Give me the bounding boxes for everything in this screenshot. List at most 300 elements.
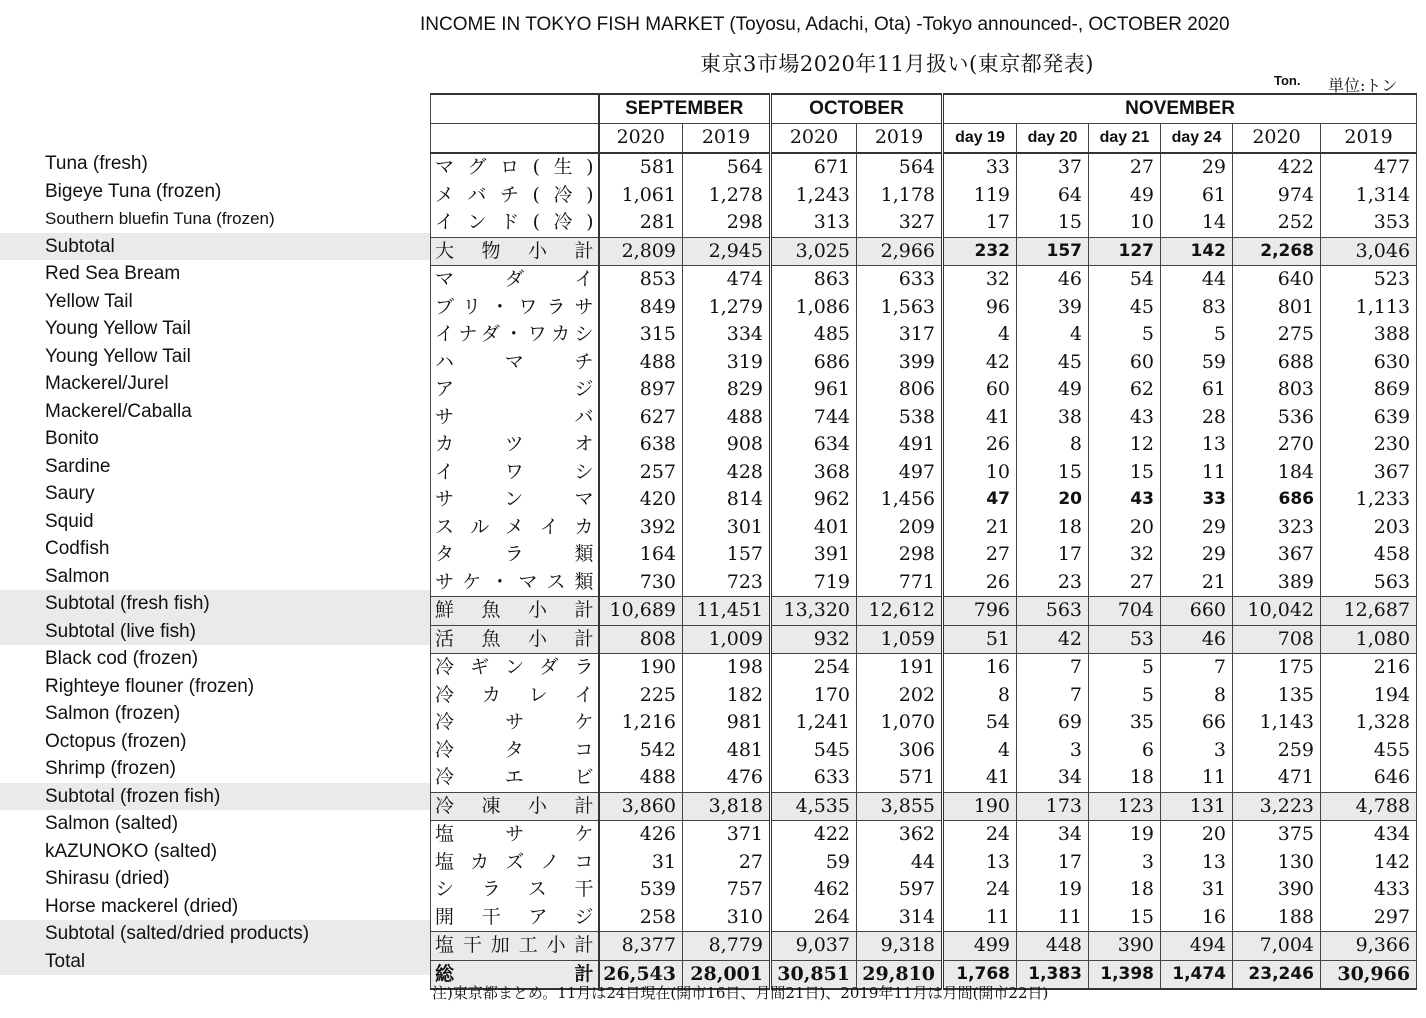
table-cell: 334 — [683, 321, 771, 349]
table-cell: 188 — [1233, 904, 1321, 932]
table-cell: 388 — [1321, 321, 1417, 349]
table-cell: 401 — [771, 514, 857, 542]
table-row — [431, 849, 1417, 877]
table-cell: 45 — [1089, 294, 1161, 322]
table-cell: 13 — [1161, 431, 1233, 459]
table-cell: 24 — [943, 821, 1017, 849]
table-cell: 31 — [599, 849, 683, 877]
table-cell: 908 — [683, 431, 771, 459]
table-cell: 24 — [943, 876, 1017, 904]
table-cell: 54 — [1089, 266, 1161, 294]
table-cell: 627 — [599, 404, 683, 432]
table-cell: 538 — [857, 404, 943, 432]
table-cell: 362 — [857, 821, 943, 849]
table-cell: 7 — [1017, 654, 1089, 682]
table-cell: 448 — [1017, 932, 1089, 961]
table-cell: 863 — [771, 266, 857, 294]
table-cell: 59 — [1161, 349, 1233, 377]
table-cell: 51 — [943, 625, 1017, 654]
table-cell: 20 — [1161, 821, 1233, 849]
table-cell: 4,788 — [1321, 792, 1417, 821]
table-cell: 41 — [943, 404, 1017, 432]
table-cell: 1,768 — [943, 960, 1017, 989]
row-label-english: kAZUNOKO (salted) — [45, 840, 218, 862]
table-cell: 203 — [1321, 514, 1417, 542]
table-cell: 10 — [943, 459, 1017, 487]
table-cell: 477 — [1321, 153, 1417, 182]
table-cell: 127 — [1089, 237, 1161, 266]
table-cell: 829 — [683, 376, 771, 404]
table-cell: 264 — [771, 904, 857, 932]
table-cell: 1,383 — [1017, 960, 1089, 989]
table-cell: 353 — [1321, 209, 1417, 237]
col-header: day 19 — [943, 124, 1017, 154]
row-label-japanese: イワシ — [431, 459, 599, 487]
table-cell: 18 — [1017, 514, 1089, 542]
table-row — [431, 821, 1417, 849]
table-cell: 317 — [857, 321, 943, 349]
header-september: SEPTEMBER — [599, 94, 771, 124]
table-cell: 37 — [1017, 153, 1089, 182]
table-cell: 26 — [943, 431, 1017, 459]
table-row — [431, 459, 1417, 487]
table-cell: 391 — [771, 541, 857, 569]
table-cell: 17 — [1017, 849, 1089, 877]
table-cell: 11 — [1161, 764, 1233, 792]
table-cell: 974 — [1233, 182, 1321, 210]
fish-market-table — [430, 93, 1417, 990]
table-cell: 28 — [1161, 404, 1233, 432]
col-header: 2020 — [599, 124, 683, 154]
row-label-english: Tuna (fresh) — [45, 153, 148, 174]
row-label-english: Righteye flouner (frozen) — [45, 675, 255, 697]
table-cell: 42 — [1017, 625, 1089, 654]
row-label-japanese: 開干アジ — [431, 904, 599, 932]
table-cell: 164 — [599, 541, 683, 569]
row-label-english: Salmon (salted) — [45, 813, 179, 834]
table-cell: 686 — [771, 349, 857, 377]
table-cell: 523 — [1321, 266, 1417, 294]
col-header: day 21 — [1089, 124, 1161, 154]
table-cell: 806 — [857, 376, 943, 404]
table-cell: 428 — [683, 459, 771, 487]
table-cell: 545 — [771, 737, 857, 765]
page-title-english: INCOME IN TOKYO FISH MARKET (Toyosu, Adachi, Ota) -Tokyo announced-, OCTOBER 2020 — [420, 14, 1230, 35]
table-cell: 175 — [1233, 654, 1321, 682]
table-cell: 1,216 — [599, 709, 683, 737]
table-cell: 13 — [1161, 849, 1233, 877]
table-cell: 123 — [1089, 792, 1161, 821]
table-cell: 170 — [771, 682, 857, 710]
table-cell: 10,042 — [1233, 597, 1321, 626]
table-cell: 4 — [1017, 321, 1089, 349]
table-cell: 142 — [1161, 237, 1233, 266]
col-header: 2020 — [771, 124, 857, 154]
table-row — [431, 376, 1417, 404]
table-cell: 21 — [1161, 569, 1233, 597]
table-cell: 315 — [599, 321, 683, 349]
table-cell: 571 — [857, 764, 943, 792]
table-cell: 808 — [599, 625, 683, 654]
table-row — [431, 153, 1417, 182]
table-cell: 298 — [857, 541, 943, 569]
table-cell: 1,243 — [771, 182, 857, 210]
unit-label-english: Ton. — [1274, 73, 1301, 88]
table-cell: 801 — [1233, 294, 1321, 322]
table-cell: 719 — [771, 569, 857, 597]
table-cell: 232 — [943, 237, 1017, 266]
table-row — [431, 737, 1417, 765]
table-row — [431, 764, 1417, 792]
table-cell: 27 — [1089, 153, 1161, 182]
table-cell: 1,143 — [1233, 709, 1321, 737]
table-cell: 4,535 — [771, 792, 857, 821]
table-cell: 1,279 — [683, 294, 771, 322]
table-cell: 135 — [1233, 682, 1321, 710]
table-cell: 6 — [1089, 737, 1161, 765]
table-cell: 4 — [943, 737, 1017, 765]
table-cell: 49 — [1089, 182, 1161, 210]
table-cell: 491 — [857, 431, 943, 459]
row-label-japanese: 塩サケ — [431, 821, 599, 849]
col-header: day 24 — [1161, 124, 1233, 154]
table-cell: 61 — [1161, 376, 1233, 404]
table-cell: 18 — [1089, 764, 1161, 792]
table-cell: 962 — [771, 486, 857, 514]
table-cell: 41 — [943, 764, 1017, 792]
col-header: 2019 — [857, 124, 943, 154]
header-november: NOVEMBER — [943, 94, 1417, 124]
table-cell: 252 — [1233, 209, 1321, 237]
table-cell: 20 — [1017, 486, 1089, 514]
table-row — [431, 182, 1417, 210]
row-label-japanese: 大物小計 — [431, 237, 599, 266]
table-cell: 190 — [943, 792, 1017, 821]
row-label-english: Subtotal (live fish) — [0, 618, 430, 646]
row-label-japanese: アジ — [431, 376, 599, 404]
row-label-japanese: メバチ(冷) — [431, 182, 599, 210]
table-cell: 27 — [943, 541, 1017, 569]
row-label-japanese: タラ類 — [431, 541, 599, 569]
table-cell: 31 — [1161, 876, 1233, 904]
table-cell: 757 — [683, 876, 771, 904]
table-cell: 434 — [1321, 821, 1417, 849]
table-cell: 2,809 — [599, 237, 683, 266]
row-label-japanese: 塩干加工小計 — [431, 932, 599, 961]
table-cell: 471 — [1233, 764, 1321, 792]
table-row — [431, 569, 1417, 597]
table-cell: 494 — [1161, 932, 1233, 961]
table-cell: 476 — [683, 764, 771, 792]
table-cell: 33 — [943, 153, 1017, 182]
table-cell: 481 — [683, 737, 771, 765]
table-cell: 18 — [1089, 876, 1161, 904]
table-cell: 23 — [1017, 569, 1089, 597]
table-cell: 2,966 — [857, 237, 943, 266]
row-label-english: Black cod (frozen) — [45, 648, 199, 669]
row-label-english: Salmon — [45, 565, 110, 587]
row-label-japanese: サケ・マス類 — [431, 569, 599, 597]
table-cell: 5 — [1089, 321, 1161, 349]
table-cell: 3,860 — [599, 792, 683, 821]
table-cell: 639 — [1321, 404, 1417, 432]
table-cell: 771 — [857, 569, 943, 597]
row-label-japanese: マダイ — [431, 266, 599, 294]
table-cell: 47 — [943, 486, 1017, 514]
table-cell: 130 — [1233, 849, 1321, 877]
row-label-english: Yellow Tail — [45, 290, 133, 312]
header-row-columns — [431, 124, 1417, 154]
row-label-japanese: 塩カズノコ — [431, 849, 599, 877]
table-cell: 45 — [1017, 349, 1089, 377]
table-cell: 869 — [1321, 376, 1417, 404]
row-label-english: Bigeye Tuna (frozen) — [45, 180, 222, 202]
table-cell: 932 — [771, 625, 857, 654]
table-cell: 184 — [1233, 459, 1321, 487]
row-label-japanese: 冷凍小計 — [431, 792, 599, 821]
table-row — [431, 541, 1417, 569]
table-cell: 5 — [1089, 654, 1161, 682]
table-row — [431, 876, 1417, 904]
table-cell: 3 — [1017, 737, 1089, 765]
row-label-japanese: 総計 — [431, 960, 599, 989]
table-cell: 29,810 — [857, 960, 943, 989]
table-cell: 796 — [943, 597, 1017, 626]
table-cell: 981 — [683, 709, 771, 737]
table-cell: 10,689 — [599, 597, 683, 626]
table-cell: 35 — [1089, 709, 1161, 737]
table-cell: 8 — [1017, 431, 1089, 459]
table-cell: 13,320 — [771, 597, 857, 626]
table-cell: 392 — [599, 514, 683, 542]
row-label-english: Young Yellow Tail — [45, 345, 191, 367]
table-cell: 744 — [771, 404, 857, 432]
row-label-japanese: ブリ・ワラサ — [431, 294, 599, 322]
table-row — [431, 486, 1417, 514]
table-cell: 46 — [1017, 266, 1089, 294]
table-cell: 27 — [683, 849, 771, 877]
row-label-japanese: インド(冷) — [431, 209, 599, 237]
table-cell: 499 — [943, 932, 1017, 961]
table-cell: 11 — [1017, 904, 1089, 932]
table-cell: 14 — [1161, 209, 1233, 237]
table-cell: 23,246 — [1233, 960, 1321, 989]
table-cell: 1,456 — [857, 486, 943, 514]
table-cell: 3,025 — [771, 237, 857, 266]
footnote: 注)東京都まとめ。11月は24日現在(開市16日、月間21日)、2019年11月は月間(開市22日) — [432, 984, 1049, 1002]
table-cell: 17 — [943, 209, 1017, 237]
table-cell: 194 — [1321, 682, 1417, 710]
col-header: 2019 — [1321, 124, 1417, 154]
table-cell: 1,474 — [1161, 960, 1233, 989]
row-label-japanese: マグロ(生) — [431, 153, 599, 182]
table-cell: 62 — [1089, 376, 1161, 404]
table-cell: 29 — [1161, 541, 1233, 569]
table-cell: 257 — [599, 459, 683, 487]
table-cell: 173 — [1017, 792, 1089, 821]
table-cell: 1,241 — [771, 709, 857, 737]
row-label-english: Subtotal (fresh fish) — [0, 590, 430, 618]
table-cell: 367 — [1233, 541, 1321, 569]
table-cell: 458 — [1321, 541, 1417, 569]
table-cell: 191 — [857, 654, 943, 682]
table-cell: 1,398 — [1089, 960, 1161, 989]
table-cell: 371 — [683, 821, 771, 849]
table-cell: 53 — [1089, 625, 1161, 654]
table-cell: 3,818 — [683, 792, 771, 821]
row-label-japanese: カツオ — [431, 431, 599, 459]
table-cell: 1,061 — [599, 182, 683, 210]
table-cell: 597 — [857, 876, 943, 904]
row-label-english: Sardine — [45, 455, 111, 477]
table-cell: 275 — [1233, 321, 1321, 349]
table-cell: 399 — [857, 349, 943, 377]
unit-label-japanese: 単位:トン — [1328, 76, 1398, 95]
row-label-japanese: 冷タコ — [431, 737, 599, 765]
table-cell: 60 — [1089, 349, 1161, 377]
table-cell: 298 — [683, 209, 771, 237]
table-cell: 64 — [1017, 182, 1089, 210]
table-cell: 20 — [1089, 514, 1161, 542]
row-label-english: Red Sea Bream — [45, 263, 181, 284]
table-cell: 7 — [1161, 654, 1233, 682]
table-cell: 26 — [943, 569, 1017, 597]
table-cell: 2,945 — [683, 237, 771, 266]
table-cell: 803 — [1233, 376, 1321, 404]
table-cell: 21 — [943, 514, 1017, 542]
table-cell: 630 — [1321, 349, 1417, 377]
table-cell: 5 — [1089, 682, 1161, 710]
header-row-months — [431, 94, 1417, 124]
table-cell: 536 — [1233, 404, 1321, 432]
row-label-japanese: 冷カレイ — [431, 682, 599, 710]
header-corner-lower — [431, 124, 599, 154]
row-label-english: Codfish — [45, 538, 110, 559]
table-cell: 723 — [683, 569, 771, 597]
table-cell: 29 — [1161, 514, 1233, 542]
table-cell: 11 — [1161, 459, 1233, 487]
table-cell: 1,233 — [1321, 486, 1417, 514]
table-row — [431, 682, 1417, 710]
table-cell: 313 — [771, 209, 857, 237]
table-cell: 686 — [1233, 486, 1321, 514]
col-header: 2020 — [1233, 124, 1321, 154]
row-label-english: Subtotal — [0, 233, 430, 261]
row-label-japanese: スルメイカ — [431, 514, 599, 542]
table-row — [431, 431, 1417, 459]
row-label-english: Subtotal (salted/dried products) — [0, 920, 430, 948]
table-cell: 12 — [1089, 431, 1161, 459]
table-cell: 190 — [599, 654, 683, 682]
table-row — [431, 904, 1417, 932]
row-label-japanese: 鮮魚小計 — [431, 597, 599, 626]
table-cell: 581 — [599, 153, 683, 182]
table-cell: 310 — [683, 904, 771, 932]
table-cell: 389 — [1233, 569, 1321, 597]
table-cell: 1,314 — [1321, 182, 1417, 210]
table-cell: 422 — [771, 821, 857, 849]
table-cell: 433 — [1321, 876, 1417, 904]
table-cell: 1,113 — [1321, 294, 1417, 322]
table-cell: 119 — [943, 182, 1017, 210]
table-cell: 542 — [599, 737, 683, 765]
table-cell: 455 — [1321, 737, 1417, 765]
table-cell: 43 — [1089, 404, 1161, 432]
table-cell: 539 — [599, 876, 683, 904]
table-cell: 1,059 — [857, 625, 943, 654]
row-label-japanese: ハマチ — [431, 349, 599, 377]
table-cell: 39 — [1017, 294, 1089, 322]
row-label-japanese: サバ — [431, 404, 599, 432]
table-cell: 11,451 — [683, 597, 771, 626]
row-label-japanese: 活魚小計 — [431, 625, 599, 654]
table-cell: 157 — [1017, 237, 1089, 266]
table-cell: 488 — [599, 349, 683, 377]
table-cell: 69 — [1017, 709, 1089, 737]
row-label-japanese: サンマ — [431, 486, 599, 514]
row-label-english: Mackerel/Caballa — [45, 400, 192, 422]
table-cell: 15 — [1017, 459, 1089, 487]
row-label-english: Bonito — [45, 428, 99, 449]
table-cell: 9,366 — [1321, 932, 1417, 961]
table-cell: 897 — [599, 376, 683, 404]
table-cell: 1,278 — [683, 182, 771, 210]
table-row — [431, 792, 1417, 821]
table-cell: 16 — [943, 654, 1017, 682]
table-cell: 297 — [1321, 904, 1417, 932]
table-cell: 306 — [857, 737, 943, 765]
table-cell: 202 — [857, 682, 943, 710]
table-cell: 131 — [1161, 792, 1233, 821]
table-cell: 30,966 — [1321, 960, 1417, 989]
row-label-english: Total — [0, 948, 430, 976]
table-cell: 61 — [1161, 182, 1233, 210]
row-label-english: Subtotal (frozen fish) — [0, 783, 430, 811]
table-cell: 59 — [771, 849, 857, 877]
table-cell: 198 — [683, 654, 771, 682]
table-cell: 12,612 — [857, 597, 943, 626]
table-cell: 34 — [1017, 764, 1089, 792]
table-cell: 1,086 — [771, 294, 857, 322]
table-cell: 730 — [599, 569, 683, 597]
row-label-english: Southern bluefin Tuna (frozen) — [45, 209, 275, 228]
table-cell: 485 — [771, 321, 857, 349]
table-cell: 83 — [1161, 294, 1233, 322]
row-label-english: Saury — [45, 483, 95, 504]
table-cell: 301 — [683, 514, 771, 542]
table-cell: 46 — [1161, 625, 1233, 654]
row-label-english: Octopus (frozen) — [45, 730, 187, 752]
table-cell: 44 — [1161, 266, 1233, 294]
table-cell: 646 — [1321, 764, 1417, 792]
table-row — [431, 514, 1417, 542]
table-cell: 640 — [1233, 266, 1321, 294]
table-cell: 3,046 — [1321, 237, 1417, 266]
table-cell: 375 — [1233, 821, 1321, 849]
table-cell: 15 — [1089, 904, 1161, 932]
table-row — [431, 209, 1417, 237]
table-cell: 258 — [599, 904, 683, 932]
table-cell: 13 — [943, 849, 1017, 877]
table-cell: 28,001 — [683, 960, 771, 989]
table-row — [431, 625, 1417, 654]
table-cell: 853 — [599, 266, 683, 294]
table-cell: 3 — [1161, 737, 1233, 765]
table-cell: 368 — [771, 459, 857, 487]
table-cell: 8,779 — [683, 932, 771, 961]
table-row — [431, 349, 1417, 377]
table-cell: 34 — [1017, 821, 1089, 849]
